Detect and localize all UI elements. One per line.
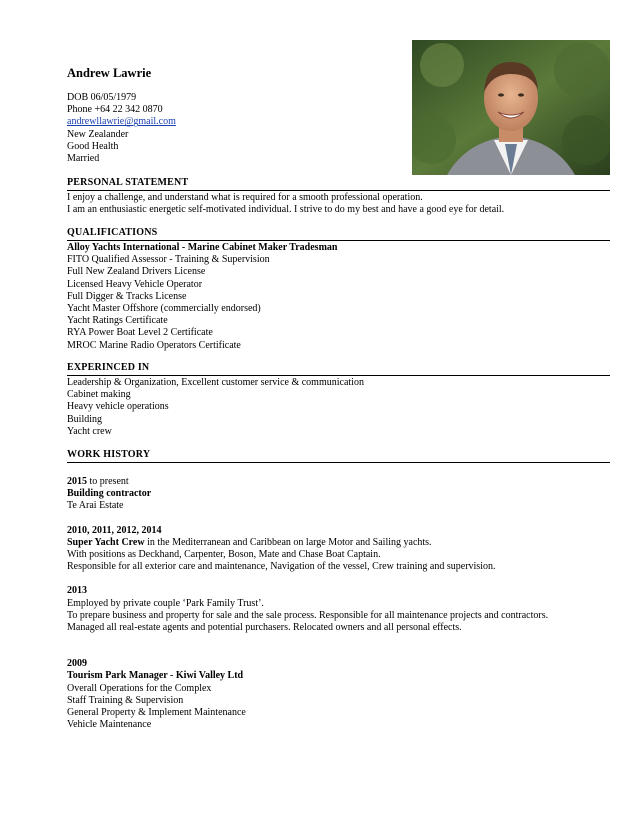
experience-item: Cabinet making xyxy=(67,389,131,401)
experienced-section xyxy=(67,362,610,438)
phone: Phone +64 22 342 0870 xyxy=(67,104,163,116)
job-line: Managed all real-estate agents and potential purchasers. Relocated owners and all personal effects. xyxy=(67,622,462,634)
portrait-photo-icon xyxy=(412,40,610,175)
personal-details xyxy=(67,92,176,165)
statement-line: I am an enthusiastic energetic self-motivated individual. I strive to do my best and have a good eye for detail. xyxy=(67,204,505,216)
candidate-name: Andrew Lawrie xyxy=(67,66,152,80)
qualification-item: Full Digger & Tracks License xyxy=(67,290,187,302)
qualification-item: FITO Qualified Assessor - Training & Supervision xyxy=(67,254,270,266)
job-year: 2010, 2011, 2012, 2014 xyxy=(67,524,162,536)
qualification-item: RYA Power Boat Level 2 Certificate xyxy=(67,327,213,339)
qualification-item: Full New Zealand Drivers License xyxy=(67,266,206,278)
section-heading: WORK HISTORY xyxy=(67,449,610,463)
nationality: New Zealander xyxy=(67,128,129,140)
qualification-item: MROC Marine Radio Operators Certificate xyxy=(67,339,241,351)
marital-status: Married xyxy=(67,153,100,165)
job-entry xyxy=(67,476,610,513)
experience-item: Leadership & Organization, Excellent customer service & communication xyxy=(67,377,364,388)
job-year: 2013 xyxy=(67,585,87,597)
job-entry xyxy=(67,658,610,731)
section-heading: QUALIFICATIONS xyxy=(67,227,610,241)
job-title: Super Yacht Crew xyxy=(67,536,145,548)
portrait-photo xyxy=(412,40,610,175)
job-year-suffix: to present xyxy=(87,476,129,487)
job-line: With positions as Deckhand, Carpenter, Boson, Mate and Chase Boat Captain. xyxy=(67,549,381,561)
job-line: Te Arai Estate xyxy=(67,500,124,512)
experience-item: Yacht crew xyxy=(67,425,112,437)
job-line: General Property & Implement Maintenance xyxy=(67,707,246,719)
health: Good Health xyxy=(67,140,119,152)
job-year: 2009 xyxy=(67,658,87,670)
qualification-item: Yacht Ratings Certificate xyxy=(67,315,168,327)
job-title: Tourism Park Manager - Kiwi Valley Ltd xyxy=(67,670,244,682)
job-line: Responsible for all exterior care and maintenance, Navigation of the vessel, Crew training and supervision. xyxy=(67,561,496,573)
qualification-item: Licensed Heavy Vehicle Operator xyxy=(67,278,203,290)
email-link[interactable]: andrewllawrie@gmail.com xyxy=(67,116,176,128)
section-heading: PERSONAL STATEMENT xyxy=(67,177,610,191)
job-title: Building contractor xyxy=(67,488,152,500)
job-line: To prepare business and property for sale and the sale process. Responsible for all maintenance projects and contractors. xyxy=(67,609,549,621)
qualification-item: Yacht Master Offshore (commercially endorsed) xyxy=(67,303,261,315)
personal-statement-section xyxy=(67,177,610,216)
experience-item: Heavy vehicle operations xyxy=(67,401,169,413)
job-title-suffix: in the Mediterranean and Caribbean on large Motor and Sailing yachts. xyxy=(144,536,432,548)
section-heading: EXPERINCED IN xyxy=(67,362,610,376)
job-line: Employed by private couple ‘Park Family Trust’. xyxy=(67,597,264,609)
job-line: Overall Operations for the Complex xyxy=(67,682,212,694)
qualification-main: Alloy Yachts International - Marine Cabinet Maker Tradesman xyxy=(67,242,338,253)
job-line: Vehicle Maintenance xyxy=(67,719,152,731)
job-year: 2015 xyxy=(67,476,87,487)
work-history-section xyxy=(67,449,610,731)
job-entry xyxy=(67,525,610,574)
statement-line: I enjoy a challenge, and understand what is required for a smooth professional operation. xyxy=(67,192,423,203)
job-entry xyxy=(67,585,610,634)
dob: DOB 06/05/1979 xyxy=(67,92,137,103)
experience-item: Building xyxy=(67,413,103,425)
job-line: Staff Training & Supervision xyxy=(67,694,184,706)
qualifications-section xyxy=(67,227,610,352)
